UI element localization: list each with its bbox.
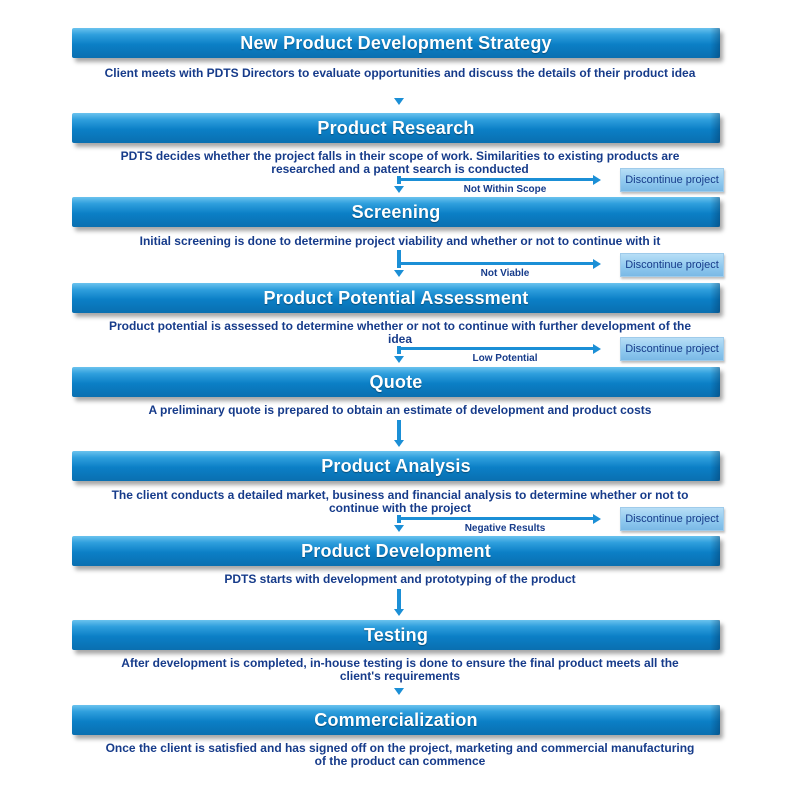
flow-arrow	[394, 688, 404, 695]
branch-arrow	[593, 259, 601, 269]
branch-line	[397, 178, 593, 181]
discontinue-box: Discontinue project	[620, 253, 724, 277]
step-title: Quote	[369, 371, 423, 392]
branch-reason: Negative Results	[464, 523, 546, 534]
step-description: Initial screening is done to determine project viability and whether or not to continue with it	[139, 234, 661, 248]
branch-line	[397, 250, 401, 268]
flow-arrow	[394, 186, 404, 193]
step-bar-analysis	[72, 451, 720, 481]
step-bar-research	[72, 113, 720, 143]
step-bar-quote	[72, 367, 720, 397]
step-title: Testing	[363, 624, 429, 645]
branch-reason: Low Potential	[472, 353, 538, 364]
step-bar-screening	[72, 197, 720, 227]
flow-arrow	[394, 440, 404, 447]
step-description: PDTS decides whether the project falls in their scope of work. Similarities to existing products are researched and a patent search is conducted	[120, 149, 680, 176]
branch-line	[397, 262, 593, 265]
step-title: Product Analysis	[321, 455, 471, 476]
flow-arrow	[394, 525, 404, 532]
step-description: A preliminary quote is prepared to obtain an estimate of development and product costs	[148, 403, 652, 417]
branch-line	[397, 347, 593, 350]
branch-reason: Not Viable	[480, 268, 530, 279]
step-description: Client meets with PDTS Directors to evaluate opportunities and discuss the details of their product idea	[104, 66, 696, 80]
step-bar-development	[72, 536, 720, 566]
step-title: Product Research	[317, 117, 475, 138]
step-bar-commercialization	[72, 705, 720, 735]
discontinue-box: Discontinue project	[620, 337, 724, 361]
flow-arrow	[394, 98, 404, 105]
step-title: Commercialization	[314, 709, 478, 730]
step-bar-testing	[72, 620, 720, 650]
step-description: Product potential is assessed to determine whether or not to continue with further development of the idea	[108, 319, 692, 346]
branch-arrow	[593, 175, 601, 185]
flow-arrow	[394, 609, 404, 616]
step-title: Product Development	[301, 540, 491, 561]
discontinue-box: Discontinue project	[620, 168, 724, 192]
step-title: New Product Development Strategy	[240, 32, 552, 53]
step-description: Once the client is satisfied and has signed off on the project, marketing and commercial manufacturing of the product can commence	[105, 741, 695, 768]
branch-line	[397, 517, 593, 520]
branch-reason: Not Within Scope	[463, 184, 547, 195]
step-title: Product Potential Assessment	[263, 287, 529, 308]
step-description: The client conducts a detailed market, business and financial analysis to determine whether or not to continue with the project	[111, 488, 689, 515]
flow-line	[397, 589, 401, 609]
flow-arrow	[394, 270, 404, 277]
step-bar-strategy	[72, 28, 720, 58]
branch-arrow	[593, 344, 601, 354]
branch-arrow	[593, 514, 601, 524]
step-bar-potential	[72, 283, 720, 313]
flow-line	[397, 420, 401, 440]
step-description: PDTS starts with development and prototyping of the product	[224, 572, 576, 586]
step-title: Screening	[351, 201, 441, 222]
flow-arrow	[394, 356, 404, 363]
discontinue-box: Discontinue project	[620, 507, 724, 531]
step-description: After development is completed, in-house testing is done to ensure the final product meets all the client's requirements	[121, 656, 679, 683]
